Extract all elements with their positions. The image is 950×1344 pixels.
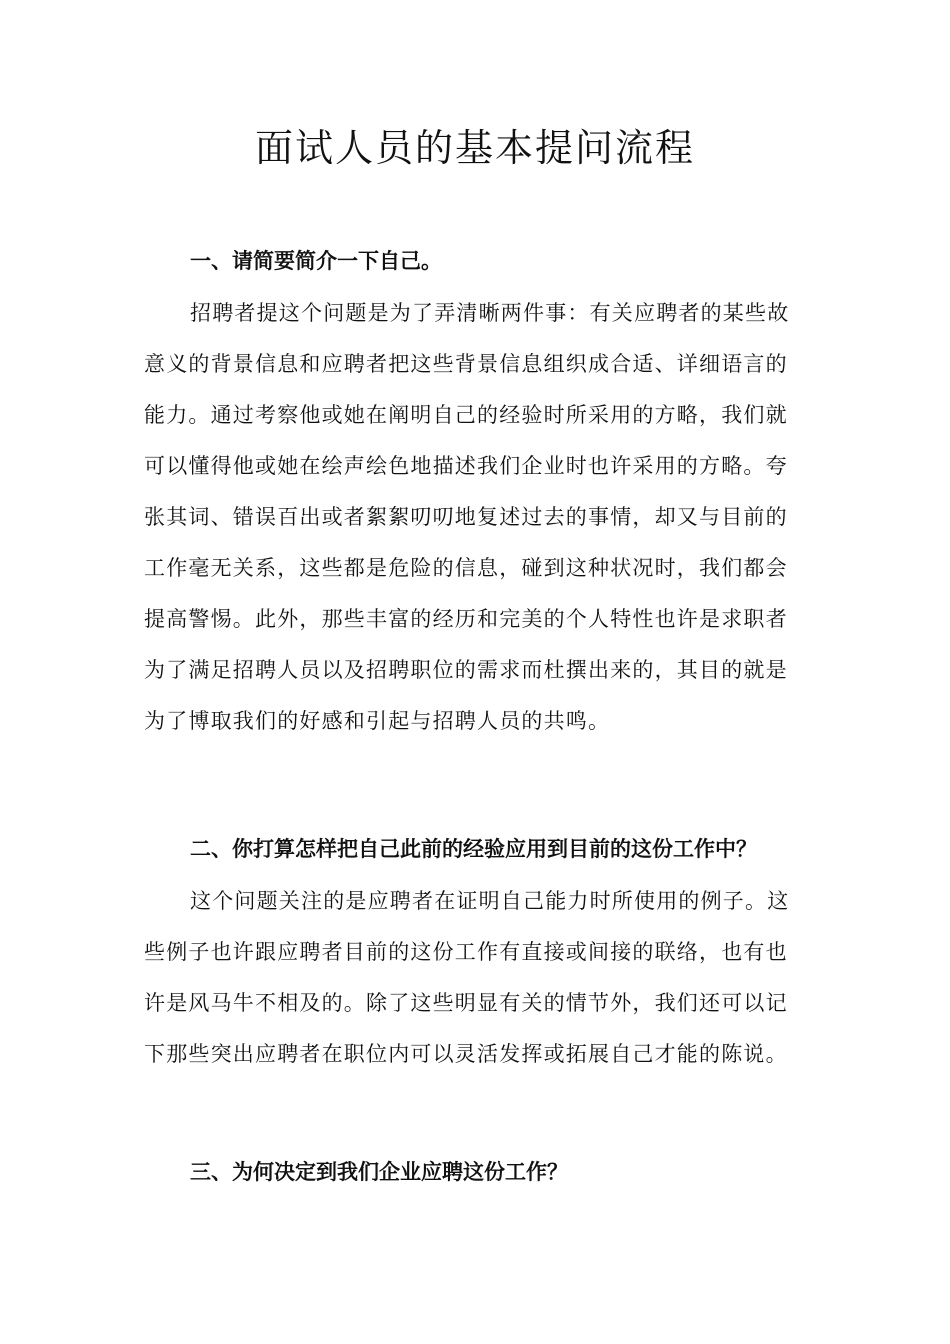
- paragraph-line: 许是风马牛不相及的。除了这些明显有关的情节外，我们还可以记: [144, 991, 788, 1015]
- paragraph-line: 意义的背景信息和应聘者把这些背景信息组织成合适、详细语言的: [144, 352, 788, 376]
- paragraph-line: 可以懂得他或她在绘声绘色地描述我们企业时也许采用的方略。夸: [144, 454, 788, 478]
- paragraph-line: 些例子也许跟应聘者目前的这份工作有直接或间接的联络，也有也: [144, 940, 788, 964]
- paragraph-line: 能力。通过考察他或她在阐明自己的经验时所采用的方略，我们就: [144, 403, 788, 427]
- paragraph-line: 这个问题关注的是应聘者在证明自己能力时所使用的例子。这: [190, 889, 790, 913]
- paragraph-line: 下那些突出应聘者在职位内可以灵活发挥或拓展自己才能的陈说。: [144, 1042, 788, 1066]
- section-heading-2: 二、你打算怎样把自己此前的经验应用到目前的这份工作中？: [190, 836, 757, 861]
- paragraph-line: 提高警惕。此外，那些丰富的经历和完美的个人特性也许是求职者: [144, 607, 788, 631]
- document-title: 面试人员的基本提问流程: [254, 126, 695, 170]
- paragraph-line: 张其词、错误百出或者絮絮叨叨地复述过去的事情，却又与目前的: [144, 505, 788, 529]
- paragraph-line: 工作毫无关系，这些都是危险的信息，碰到这种状况时，我们都会: [144, 556, 788, 580]
- section-paragraph-2: [144, 876, 806, 1080]
- section-heading-3: 三、为何决定到我们企业应聘这份工作？: [190, 1159, 568, 1184]
- paragraph-line: 为了满足招聘人员以及招聘职位的需求而杜撰出来的，其目的就是: [144, 658, 788, 682]
- paragraph-line: 招聘者提这个问题是为了弄清晰两件事：有关应聘者的某些故: [190, 301, 790, 325]
- section-heading-1: 一、请简要简介一下自己。: [190, 248, 442, 273]
- paragraph-line: 为了博取我们的好感和引起与招聘人员的共鸣。: [144, 709, 611, 733]
- section-paragraph-1: [144, 288, 806, 747]
